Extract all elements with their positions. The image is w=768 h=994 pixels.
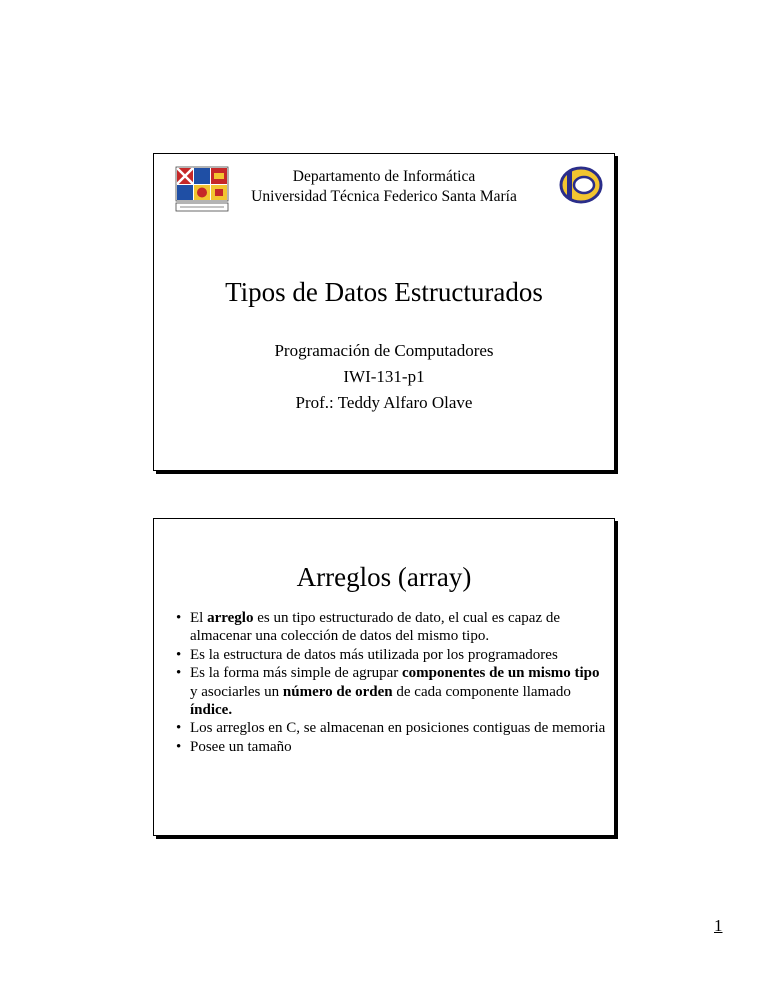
informatics-logo [558, 165, 604, 205]
bullet-list [176, 609, 606, 756]
bullet-text: El [190, 610, 208, 626]
course-name: Programación de Computadores [274, 341, 494, 360]
bullet-text: Posee un tamaño [190, 738, 292, 755]
title-slide [153, 153, 615, 471]
bullet-item [176, 719, 606, 737]
department-name: Departamento de Informática [292, 168, 476, 185]
professor-name: Prof.: Teddy Alfaro Olave [295, 393, 473, 412]
bold-term: índice. [190, 702, 233, 719]
bullet-item [176, 609, 606, 646]
bullet-item [176, 664, 606, 719]
bold-term: número de orden [282, 683, 393, 700]
course-code: IWI-131-p1 [343, 367, 425, 386]
university-name: Universidad Técnica Federico Santa María [251, 188, 517, 205]
bullet-text: y asociarles un [190, 683, 283, 700]
slide-title: Arreglos (array) [296, 562, 472, 592]
bullet-item [176, 646, 606, 664]
bullet-text: Es la forma más simple de agrupar [190, 665, 403, 682]
bold-term: componentes de un mismo tipo [402, 665, 600, 682]
bullet-text: Los arreglos en C, se almacenan en posiciones contiguas de memoria [190, 720, 606, 737]
bullet-text: es un tipo estructurado de dato, el cual es capaz de almacenar una colección de datos del mismo tipo. [190, 610, 561, 645]
page-number: 1 [714, 916, 723, 935]
bullet-text: de cada componente llamado [392, 683, 571, 700]
bold-term: arreglo [207, 610, 254, 626]
slide-title: Tipos de Datos Estructurados [225, 277, 543, 307]
bullet-item [176, 738, 606, 756]
bullet-text: Es la estructura de datos más utilizada por los programadores [190, 646, 558, 663]
content-slide [153, 518, 615, 836]
